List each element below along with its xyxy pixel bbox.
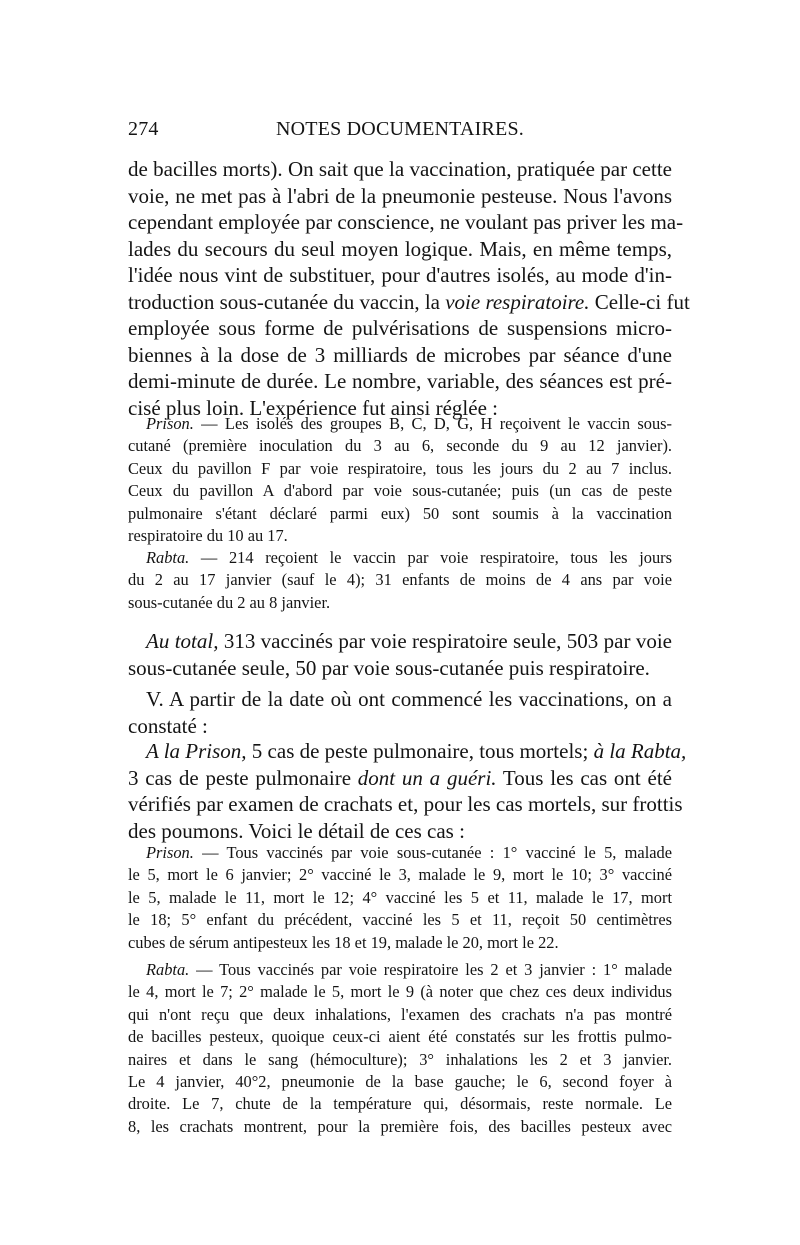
text-line: sous-cutanée du 2 au 8 janvier. [128, 592, 331, 612]
text-line: respiratoire du 10 au 17. [128, 526, 288, 546]
text-line: voie, ne met pas à l'abri de la pneumonie pesteuse. Nous l'avons [128, 183, 672, 208]
text-line: demi-minute de durée. Le nombre, variable, des séances est pré- [128, 369, 672, 393]
text-line: pulmonaire s'étant déclaré parmi eux) 50 sont soumis à la vaccination [128, 503, 672, 523]
text-line: Prison. — Tous vaccinés par voie sous-cutanée : 1° vacciné le 5, malade [146, 843, 672, 862]
text-line: de bacilles morts). On sait que la vaccination, pratiquée par cette [128, 157, 672, 181]
emphasis-dont-un-a-gueri: dont un a guéri. [357, 765, 497, 790]
text-line: Ceux du pavillon A d'abord par voie sous-cutanée; puis (un cas de peste [128, 481, 672, 501]
paragraph-prison-cases [128, 842, 672, 954]
text-line: lades du secours du seul moyen logique. Mais, en même temps, [128, 236, 672, 261]
text-line: Prison. — Les isolés des groupes B, C, D, G, H reçoivent le vaccin sous- [146, 414, 672, 433]
label-rabta: Rabta. [146, 548, 190, 567]
emphasis-a-la-rabta: à la Rabta, [593, 739, 687, 763]
emphasis-voie-respiratoire: voie respiratoire. [445, 289, 590, 314]
text-line: vérifiés par examen de crachats et, pour les cas mortels, sur frottis [128, 792, 683, 816]
emphasis-a-la-prison: A la Prison, [146, 739, 247, 763]
page-number: 274 [128, 118, 159, 140]
text-line: constaté : [128, 713, 208, 738]
text-line: cubes de sérum antipesteux les 18 et 19, malade le 20, mort le 22. [128, 932, 559, 952]
text-line: le 5, malade le 11, mort le 12; 4° vacciné les 5 et 11, malade le 17, mort [128, 887, 672, 907]
text-line: Au total, 313 vaccinés par voie respiratoire seule, 503 par voie [146, 629, 672, 653]
text-line: de bacilles pesteux, quoique ceux-ci aient été constatés sur les frottis pulmo- [128, 1027, 672, 1047]
text-line: employée sous forme de pulvérisations de suspensions micro- [128, 316, 672, 340]
text-line: droite. Le 7, chute de la température qui, désormais, reste normale. Le [128, 1094, 672, 1114]
paragraph-cases-summary [128, 738, 687, 844]
text-line: cutané (première inoculation du 3 au 6, seconde du 9 au 12 janvier). [128, 436, 672, 456]
text-line: troduction sous-cutanée du vaccin, la voie respiratoire. Celle-ci fut [128, 289, 690, 314]
text-line: Ceux du pavillon F par voie respiratoire, tous les jours du 2 au 7 inclus. [128, 458, 672, 478]
text-line: qui n'ont reçu que deux inhalations, l'examen des crachats n'a pas montré [128, 1004, 672, 1024]
text-line: l'idée nous vint de substituer, pour d'autres isolés, au mode d'in- [128, 263, 672, 287]
text-line: sous-cutanée seule, 50 par voie sous-cutanée puis respiratoire. [128, 655, 650, 680]
running-title: NOTES DOCUMENTAIRES. [276, 118, 524, 140]
paragraph-rabta-cases [128, 959, 672, 1138]
label-rabta: Rabta. [146, 960, 190, 979]
text-line: V. A partir de la date où ont commencé les vaccinations, on a [146, 687, 672, 711]
label-au-total: Au total, [146, 629, 219, 653]
paragraph-section-v [128, 686, 672, 739]
text-line: 8, les crachats montrent, pour la première fois, des bacilles pesteux avec [128, 1116, 672, 1136]
running-header [128, 118, 672, 150]
paragraph-vaccination-intro [128, 156, 690, 421]
text-line: cisé plus loin. L'expérience fut ainsi réglée : [128, 395, 498, 420]
text-line: cependant employée par conscience, ne voulant pas priver les ma- [128, 210, 684, 234]
text-line: Rabta. — 214 reçoient le vaccin par voie respiratoire, tous les jours [146, 548, 672, 567]
text-line: le 5, mort le 6 janvier; 2° vacciné le 3, malade le 9, mort le 10; 3° vacciné [128, 865, 672, 885]
text-line: biennes à la dose de 3 milliards de microbes par séance d'une [128, 342, 672, 367]
text-line: Le 4 janvier, 40°2, pneumonie de la base gauche; le 6, second foyer à [128, 1072, 672, 1092]
text-line: des poumons. Voici le détail de ces cas : [128, 818, 465, 843]
paragraph-total [128, 628, 672, 681]
text-line: le 18; 5° enfant du précédent, vacciné les 5 et 11, reçoit 50 centimètres [128, 910, 672, 930]
text-line: naires et dans le sang (hémoculture); 3° inhalations les 2 et 3 janvier. [128, 1049, 672, 1069]
paragraph-prison-vaccination [128, 413, 672, 547]
text-line: A la Prison, 5 cas de peste pulmonaire, tous mortels; à la Rabta, [146, 739, 687, 763]
label-prison: Prison. [146, 414, 194, 433]
text-line: 3 cas de peste pulmonaire dont un a guéri. Tous les cas ont été [128, 765, 673, 790]
text-line: le 4, mort le 7; 2° malade le 5, mort le 9 (à noter que chez ces deux individus [128, 982, 672, 1002]
label-prison: Prison. [146, 843, 194, 862]
text-line: du 2 au 17 janvier (sauf le 4); 31 enfants de moins de 4 ans par voie [128, 570, 672, 590]
paragraph-rabta-vaccination [128, 547, 672, 614]
text-line: Rabta. — Tous vaccinés par voie respiratoire les 2 et 3 janvier : 1° malade [146, 960, 672, 979]
